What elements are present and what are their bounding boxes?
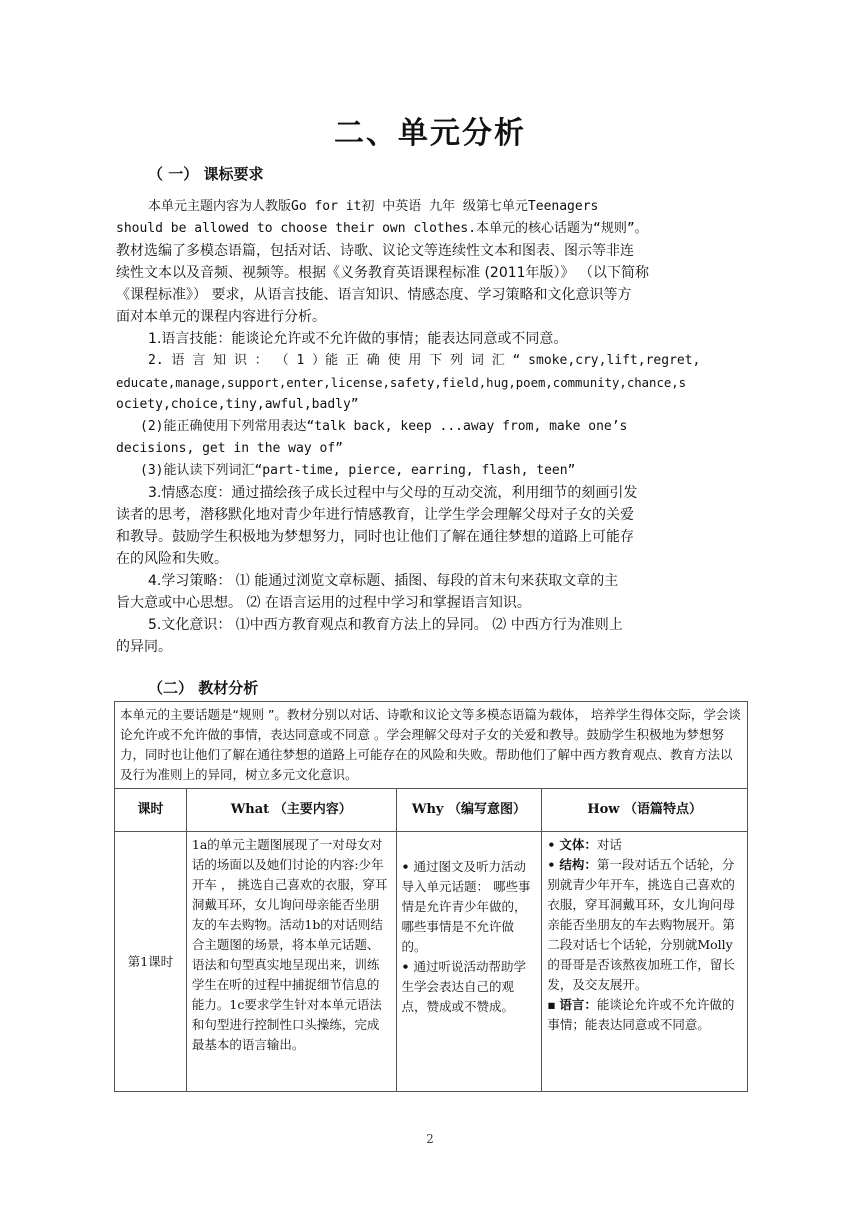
intro-line: 续性文本以及音频、视频等。根据《义务教育英语课程标准 (2011年版）》 （以下简称 (116, 265, 649, 281)
language-knowledge-line: ociety,choice,tiny,awful,badly” (116, 397, 359, 412)
lesson-cell: 第1课时 (115, 832, 187, 1092)
analysis-table (114, 701, 748, 1092)
culture-line: 5.文化意识： ⑴中西方教育观点和教育方法上的异同。 ⑵ 中西方行为准则上 (148, 617, 623, 633)
attitude-line: 和教导。鼓励学生积极地为梦想努力，同时也让他们了解在通往梦想的道路上可能存 (116, 529, 634, 545)
how-structure: • 结构：第一段对话五个话轮，分别就青少年开车，挑选自己喜欢的衣服，穿耳洞戴耳环，女儿询问母亲能否坐朋友的车去购物展开。第二段对话七个话轮，分别就Molly的哥哥是否该熬夜加班工作，留长发，及交友展开。 (547, 857, 735, 992)
table-intro-cell: 本单元的主要话题是“规则 ”。教材分别以对话、诗歌和议论文等多模态语篇为载体， 培养学生得体交际，学会谈论允许或不允许做的事情，表达同意或不同意 。学会理解父母对子女的关爱和教导。鼓励学生积极地为梦想努力，同时也让他们了解在通往梦想的道路上可能存在的风险和失败。帮助他们了解中西方教育观点、教育方法以及行为准则上的异同，树立多元文化意识。 (115, 702, 748, 789)
section-heading-curriculum: （ 一） 课标要求 (148, 165, 264, 183)
bullet-icon: • (547, 857, 556, 872)
header-what: What （主要内容） (186, 789, 396, 832)
culture-line: 的异同。 (116, 639, 172, 655)
how-cell (542, 832, 748, 1092)
language-skill: 1.语言技能：能谈论允许或不允许做的事情；能表达同意或不同意。 (148, 331, 568, 347)
header-how: How （语篇特点） (542, 789, 748, 832)
bullet-icon: • (401, 859, 410, 874)
why-cell (396, 832, 542, 1092)
language-knowledge-line: educate,manage,support,enter,license,safety,field,hug,poem,community,chance,s (116, 376, 687, 390)
attitude-line: 3.情感态度：通过描绘孩子成长过程中与父母的互动交流，利用细节的刻画引发 (148, 485, 638, 501)
vocabulary-line: (3)能认读下列词汇“part-time, pierce, earring, flash, teen” (140, 463, 576, 478)
table-row (115, 832, 748, 1092)
what-cell: 1a的单元主题图展现了一对母女对话的场面以及她们讨论的内容:少年开车 ， 挑选自己喜欢的衣服，穿耳洞戴耳环，女儿询问母亲能否坐朋友的车去购物。活动1b的对话则结合主题图的场景，将本单元话题、语法和句型真实地呈现出来，训练学生在听的过程中捕捉细节信息的能力。1c要求学生针对本单元语法和句型进行控制性口头操练，完成最基本的语言输出。 (186, 832, 396, 1092)
header-lesson: 课时 (115, 789, 187, 832)
strategy-line: 4.学习策略： ⑴ 能通过浏览文章标题、插图、每段的首末句来获取文章的主 (148, 573, 619, 589)
intro-line: should be allowed to choose their own clothes.本单元的核心话题为“规则”。 (116, 221, 648, 236)
how-genre: • 文体：对话 (547, 835, 742, 855)
how-language: ▪ 语言：能谈论允许或不允许做的事情；能表达同意或不同意。 (547, 997, 735, 1032)
attitude-line: 在的风险和失败。 (116, 551, 228, 567)
checkbox-icon: ▪ (547, 997, 556, 1012)
page-number: 2 (426, 1132, 434, 1146)
why-point: • 通过图文及听力活动导入单元话题： 哪些事情是允许青少年做的，哪些事情是不允许做的。 (401, 859, 531, 954)
table-intro-row (115, 702, 748, 789)
intro-line: 教材选编了多模态语篇，包括对话、诗歌、议论文等连续性文本和图表、图示等非连 (116, 243, 634, 259)
bullet-icon: • (547, 837, 556, 852)
intro-line: 面对本单元的课程内容进行分析。 (116, 309, 326, 325)
bullet-icon: • (401, 959, 410, 974)
intro-line: 本单元主题内容为人教版Go for it初 中英语 九年 级第七单元Teenagers (148, 199, 599, 214)
language-knowledge-line: 2. 语 言 知 识 ： （ 1 ）能 正 确 使 用 下 列 词 汇 “ smoke,cry,lift,regret, (148, 353, 701, 368)
page-title: 二、单元分析 (334, 116, 526, 151)
expressions-line: (2)能正确使用下列常用表达“talk back, keep ...away from, make one’s (140, 419, 628, 434)
header-why: Why （编写意图） (396, 789, 542, 832)
strategy-line: 旨大意或中心思想。 ⑵ 在语言运用的过程中学习和掌握语言知识。 (116, 595, 531, 611)
curriculum-paragraphs (116, 196, 746, 658)
table-header-row (115, 789, 748, 832)
intro-line: 《课程标准》） 要求，从语言技能、语言知识、情感态度、学习策略和文化意识等方 (116, 287, 632, 303)
why-point: • 通过听说活动帮助学生学会表达自己的观点，赞成或不赞成。 (401, 959, 527, 1014)
attitude-line: 读者的思考，潜移默化地对青少年进行情感教育，让学生学会理解父母对子女的关爱 (116, 507, 634, 523)
expressions-line: decisions, get in the way of” (116, 441, 343, 456)
section-heading-textbook: （二） 教材分析 (148, 679, 259, 697)
